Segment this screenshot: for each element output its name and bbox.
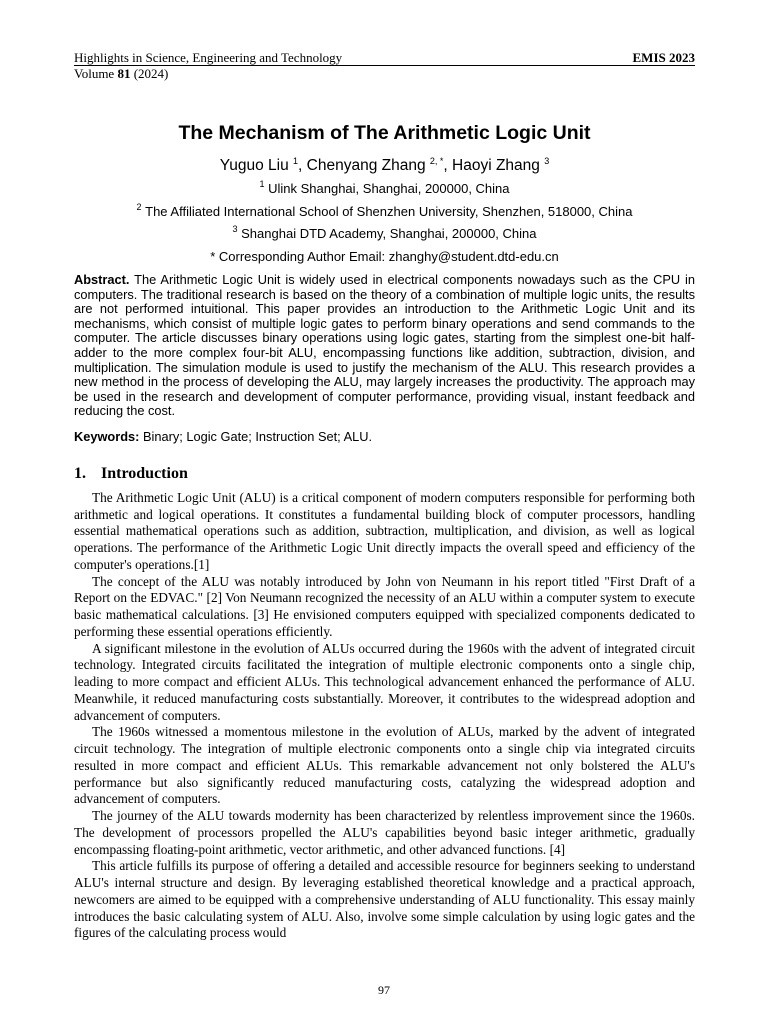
abstract [74,273,695,419]
author: Yuguo Liu [219,157,289,174]
author-sup: 3 [544,156,550,166]
section-number: 1. [74,464,86,482]
page-number: 97 [378,983,390,997]
running-header [74,50,695,81]
keywords-text: Binary; Logic Gate; Instruction Set; ALU. [142,428,373,444]
volume-line: Volume 81 (2024) [74,66,169,81]
paragraph: The concept of the ALU was notably introduced by John von Neumann in his report titled "First Draft of a Report on the EDVAC." [2] Von Neumann recognized the necessity of an ALU within a computer system to execute basic mathematical calculations. [3] He envisioned computers equipped with specialized components dedicated to performing these essential operations efficiently. [74,573,695,639]
corresponding-author: * Corresponding Author Email: zhanghy@student.dtd-edu.cn [210,248,559,264]
abstract-text: The Arithmetic Logic Unit is widely used in electrical components nowadays such as the CPU in computers. The traditional research is based on the theory of a combination of multiple logic units, the results are not performed intuitional. This paper provides an introduction to the Arithmetic Logic Unit and its mechanisms, which consist of multiple logic gates to perform binary operations and send commands to the computer. The article discusses binary operations using logic gates, starting from the simplest one-bit half-adder to the more complex four-bit ALU, encompassing functions like addition, subtraction, division, and multiplication. The simulation module is used to justify the mechanism of the ALU. This research provides a new method in the process of developing the ALU, may largely increases the productivity. The approach may be used in the research and development of computer performance, providing visual, instant feedback and reducing the cost. [74,272,695,419]
paper-title: The Mechanism of The Arithmetic Logic Unit [178,122,591,144]
author: Haoyi Zhang [452,157,540,174]
journal-name: Highlights in Science, Engineering and Technology [74,50,343,65]
paragraph: A significant milestone in the evolution of ALUs occurred during the 1960s with the advent of integrated circuit technology. Integrated circuits facilitated the integration of multiple electronic components onto a single chip, leading to more compact and efficient ALUs. This technological advancement enhanced the performance of ALU. Meanwhile, it reduced manufacturing costs substantially. Moreover, it contributes to the widespread adoption and advancement of computers. [74,640,695,723]
author-list: Yuguo Liu $^1$, Chenyang Zhang $^{2, *}$, Haoyi Zhang $^3$ [219,156,550,174]
paragraph: The 1960s witnessed a momentous milestone in the evolution of ALUs, marked by the advent of integrated circuit technology. The integration of multiple electronic components onto a single chip via integrated circuits resulted in more compact and efficient ALUs. This remarkable advancement not only bolstered the ALU's performance but also significantly reduced manufacturing costs, catalyzing the widespread adoption and advancement of computers. [74,724,695,807]
author: Chenyang Zhang [306,157,426,174]
conference-name: EMIS 2023 [632,50,695,65]
affiliation: $^1$ Ulink Shanghai, Shanghai, 200000, China [259,179,510,196]
paragraph: The Arithmetic Logic Unit (ALU) is a critical component of modern computers responsible for performing both arithmetic and logical operations. It constitutes a fundamental building block of computer processors, handling essential mathematical operations such as addition, subtraction, multiplication, and division, as well as logical operations. The performance of the Arithmetic Logic Unit directly impacts the overall speed and efficiency of the computer's operations.[1] [74,489,695,572]
keywords [74,429,695,444]
paper-page [74,50,695,942]
paragraph: The journey of the ALU towards modernity has been characterized by relentless improvement since the 1960s. The development of processors propelled the ALU's capabilities beyond basic integer arithmetic, gradually encompassing floating-point arithmetic, vector arithmetic, and other advanced functions. [4] [74,808,695,857]
author-sup: 1 [293,156,299,166]
section-heading [74,464,695,484]
keywords-label: Keywords: [74,428,140,444]
affiliation: $^2$ The Affiliated International School of Shenzhen University, Shenzhen, 518000, China [136,201,633,219]
section-body [74,490,695,942]
paragraph: This article fulfills its purpose of offering a detailed and accessible resource for beginners seeking to understand ALU's internal structure and design. By leveraging established theoretical knowledge and a practical approach, newcomers are aimed to be equipped with a comprehensive understanding of ALU functionality. This essay mainly introduces the basic calculating system of ALU. Also, involve some simple calculation by using logic gates and the figures of the calculating process would [74,858,695,941]
section-title: Introduction [101,464,188,482]
author-sup: 2, * [429,156,444,166]
affiliation: $^3$ Shanghai DTD Academy, Shanghai, 200000, China [232,224,537,241]
abstract-label: Abstract. [74,272,130,287]
